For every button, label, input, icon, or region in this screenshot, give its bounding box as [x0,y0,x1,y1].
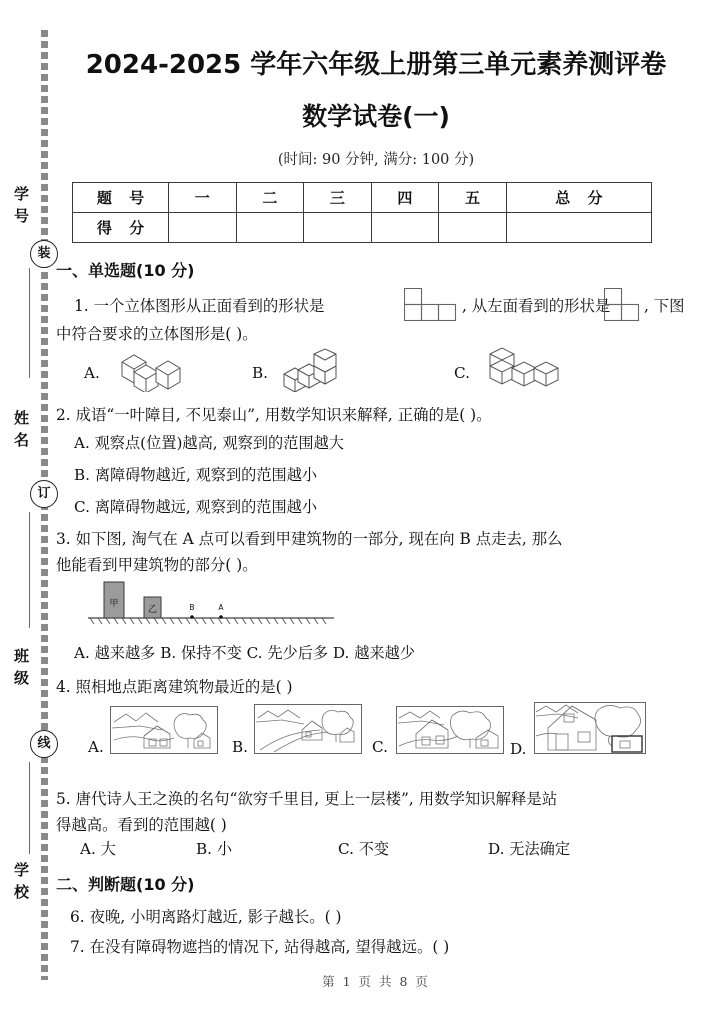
question-5-option-d[interactable]: D. 无法确定 [488,840,571,858]
question-2-option-c[interactable]: C. 离障碍物越远, 观察到的范围越小 [74,498,318,516]
section-heading-multiple-choice: 一、单选题(10 分) [56,261,195,280]
question-1-line2: 中符合要求的立体图形是( )。 [56,325,258,343]
question-3-line1: 3. 如下图, 淘气在 A 点可以看到甲建筑物的一部分, 现在向 B 点走去, 那么 [56,530,563,548]
sidebar-label-name: 姓名 [12,410,30,454]
binding-sidebar [0,0,56,1024]
question-6-text[interactable]: 6. 夜晚, 小明离路灯越近, 影子越长。( ) [70,908,342,926]
question-3-options-line[interactable]: A. 越来越多 B. 保持不变 C. 先少后多 D. 越来越少 [74,644,415,662]
option-c-landscape-figure[interactable] [396,706,504,754]
question-5-line1: 5. 唐代诗人王之涣的名句“欲穷千里目, 更上一层楼”, 用数学知识解释是站 [56,790,558,808]
front-view-figure [404,288,458,322]
sidebar-rule-2 [29,512,30,628]
question-1-text-a: 1. 一个立体图形从正面看到的形状是 [74,297,325,315]
question-1-text-c: , 下图 [644,297,685,315]
score-cell-1[interactable] [169,213,237,243]
option-b-landscape-figure[interactable] [254,704,362,754]
sidebar-label-student-id: 学号 [12,186,30,230]
page-footer: 第 1 页 共 8 页 [322,974,430,989]
question-5-line2: 得越高。看到的范围越( ) [56,816,227,834]
question-4-option-c-label[interactable]: C. [372,738,388,756]
question-1-text-b: , 从左面看到的形状是 [462,297,611,315]
question-1-option-a-label[interactable]: A. [84,364,100,382]
score-cell-3[interactable] [304,213,372,243]
score-table-row-label-score: 得 分 [73,213,169,243]
sidebar-label-class: 班级 [12,648,30,692]
score-table [72,182,652,243]
option-a-cube-figure[interactable] [112,348,192,392]
score-table-col-3: 三 [304,183,372,213]
question-2-option-a[interactable]: A. 观察点(位置)越高, 观察到的范围越大 [74,434,344,452]
sidebar-rule-3 [29,762,30,854]
question-2-stem: 2. 成语“一叶障目, 不见泰山”, 用数学知识来解释, 正确的是( )。 [56,406,492,424]
question-2-option-b[interactable]: B. 离障碍物越近, 观察到的范围越小 [74,466,318,484]
svg-text:A: A [218,603,224,612]
question-3-line2: 他能看到甲建筑物的部分( )。 [56,556,258,574]
table-row-scores [73,213,652,243]
option-b-cube-figure[interactable] [280,348,360,392]
option-d-landscape-figure[interactable] [534,702,646,754]
table-row-question-numbers [73,183,652,213]
score-cell-2[interactable] [236,213,304,243]
score-table-col-2: 二 [236,183,304,213]
question-4-stem: 4. 照相地点距离建筑物最近的是( ) [56,678,293,696]
option-a-landscape-figure[interactable] [110,706,218,754]
score-table-col-total: 总 分 [506,183,651,213]
question-4-option-b-label[interactable]: B. [232,738,248,756]
svg-text:甲: 甲 [109,599,119,609]
sidebar-label-school: 学校 [12,862,30,906]
question-5-option-c[interactable]: C. 不变 [338,840,390,858]
section-heading-true-false: 二、判断题(10 分) [56,875,195,894]
page-title-line1: 2024-2025 学年六年级上册第三单元素养测评卷 [85,50,667,80]
question-7-text[interactable]: 7. 在没有障碍物遮挡的情况下, 站得越高, 望得越远。( ) [70,938,450,956]
score-table-row-label-question: 题 号 [73,183,169,213]
score-table-col-5: 五 [439,183,507,213]
sidebar-circle-zhuang: 装 [30,240,58,268]
svg-text:乙: 乙 [147,605,158,615]
question-4-option-a-label[interactable]: A. [88,738,104,756]
question-4-option-d-label[interactable]: D. [510,740,527,758]
left-view-figure [604,288,642,322]
score-cell-total[interactable] [506,213,651,243]
exam-info: (时间: 90 分钟, 满分: 100 分) [277,152,475,168]
question-1-option-b-label[interactable]: B. [252,364,268,382]
score-table-col-1: 一 [169,183,237,213]
question-5-option-b[interactable]: B. 小 [196,840,233,858]
sidebar-rule-1 [29,268,30,378]
question-1-option-c-label[interactable]: C. [454,364,470,382]
sidebar-circle-ding: 订 [30,480,58,508]
option-c-cube-figure[interactable] [482,346,566,392]
page-title-line2: 数学试卷(一) [302,102,450,131]
score-cell-5[interactable] [439,213,507,243]
score-table-col-4: 四 [371,183,439,213]
score-cell-4[interactable] [371,213,439,243]
svg-text:B: B [189,603,195,612]
sidebar-circle-xian: 线 [30,730,58,758]
question-3-viewpoint-diagram [88,576,338,628]
question-5-option-a[interactable]: A. 大 [80,840,116,858]
